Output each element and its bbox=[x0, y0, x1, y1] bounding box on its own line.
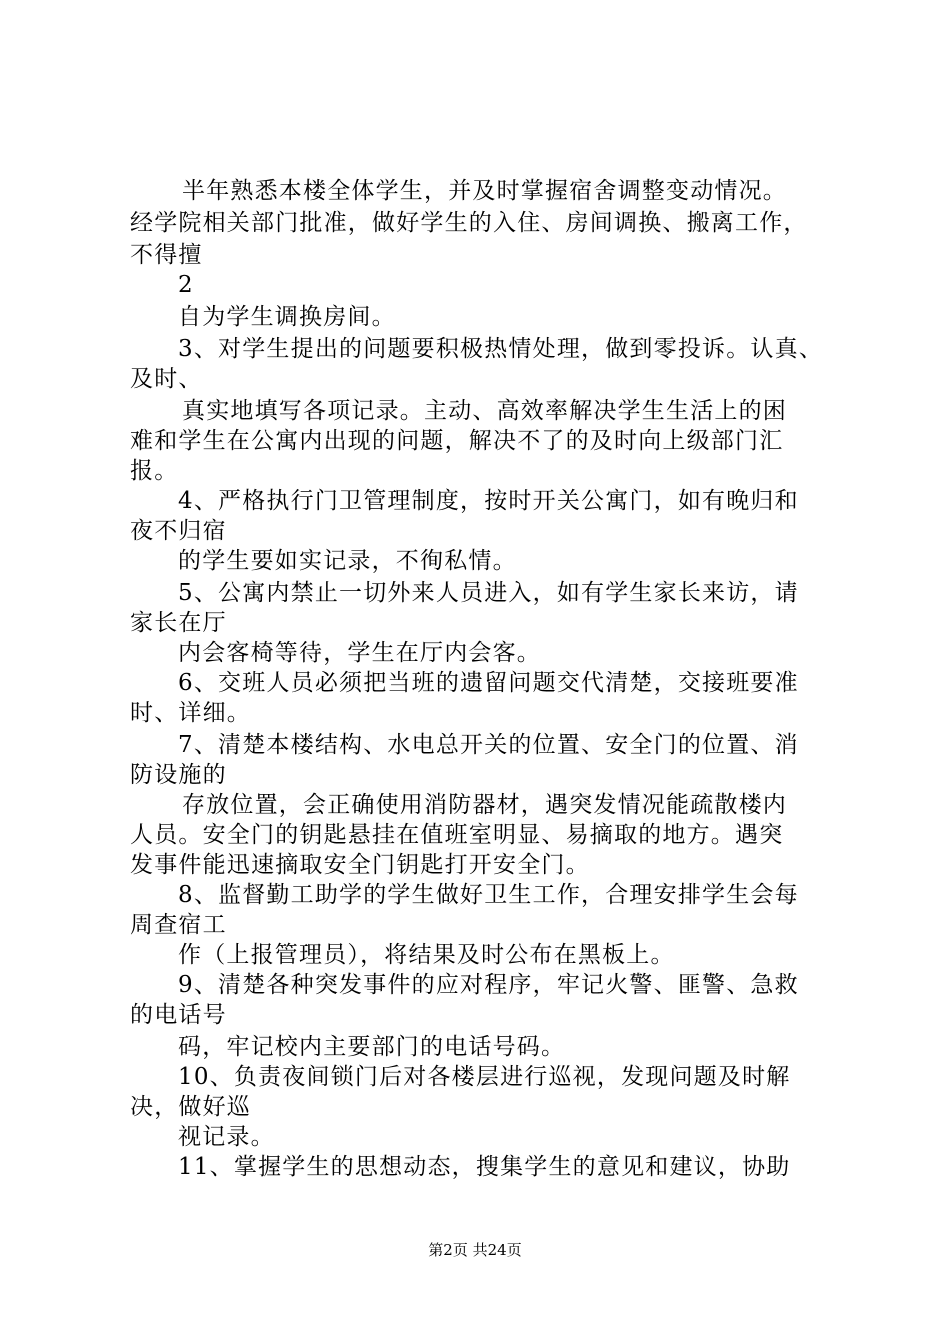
text-line: 不得擅 bbox=[130, 242, 203, 268]
text-line: 视记录。 bbox=[178, 1124, 275, 1150]
text-line: 时、详细。 bbox=[130, 700, 251, 726]
text-line: 自为学生调换房间。 bbox=[178, 304, 396, 330]
text-line: 报。 bbox=[130, 458, 179, 484]
text-line: 11、掌握学生的思想动态，搜集学生的意见和建议，协助 bbox=[178, 1154, 791, 1180]
text-line: 夜不归宿 bbox=[130, 518, 227, 544]
text-line: 4、严格执行门卫管理制度，按时开关公寓门，如有晚归和 bbox=[178, 488, 799, 514]
page-footer: 第2页 共24页 bbox=[428, 1241, 522, 1259]
page-number-marker: 2 bbox=[178, 272, 194, 298]
text-line: 10、负责夜间锁门后对各楼层进行巡视，发现问题及时解 bbox=[178, 1064, 791, 1090]
text-line: 发事件能迅速摘取安全门钥匙打开安全门。 bbox=[130, 852, 590, 878]
text-line: 及时、 bbox=[130, 366, 203, 392]
text-line: 的电话号 bbox=[130, 1002, 227, 1028]
text-line: 的学生要如实记录，不徇私情。 bbox=[178, 548, 517, 574]
text-line: 5、公寓内禁止一切外来人员进入，如有学生家长来访，请 bbox=[178, 580, 799, 606]
text-line: 难和学生在公寓内出现的问题，解决不了的及时向上级部门汇 bbox=[130, 428, 784, 454]
text-line: 码，牢记校内主要部门的电话号码。 bbox=[178, 1034, 566, 1060]
text-line: 人员。安全门的钥匙悬挂在值班室明显、易摘取的地方。遇突 bbox=[130, 822, 784, 848]
text-line: 决，做好巡 bbox=[130, 1094, 251, 1120]
text-line: 作（上报管理员），将结果及时公布在黑板上。 bbox=[178, 942, 675, 968]
text-line: 经学院相关部门批准，做好学生的入住、房间调换、搬离工作， bbox=[130, 210, 808, 236]
text-line: 半年熟悉本楼全体学生，并及时掌握宿舍调整变动情况。 bbox=[182, 178, 787, 204]
text-line: 6、交班人员必须把当班的遗留问题交代清楚，交接班要准 bbox=[178, 670, 799, 696]
text-line: 真实地填写各项记录。主动、高效率解决学生生活上的困 bbox=[182, 398, 787, 424]
text-line: 周查宿工 bbox=[130, 912, 227, 938]
text-line: 家长在厅 bbox=[130, 610, 227, 636]
text-line: 防设施的 bbox=[130, 762, 227, 788]
text-line: 9、清楚各种突发事件的应对程序，牢记火警、匪警、急救 bbox=[178, 972, 799, 998]
text-line: 内会客椅等待，学生在厅内会客。 bbox=[178, 640, 541, 666]
text-line: 存放位置，会正确使用消防器材，遇突发情况能疏散楼内 bbox=[182, 792, 787, 818]
text-line: 3、对学生提出的问题要积极热情处理，做到零投诉。认真、 bbox=[178, 336, 824, 362]
text-line: 7、清楚本楼结构、水电总开关的位置、安全门的位置、消 bbox=[178, 732, 799, 758]
text-line: 8、监督勤工助学的学生做好卫生工作，合理安排学生会每 bbox=[178, 882, 799, 908]
